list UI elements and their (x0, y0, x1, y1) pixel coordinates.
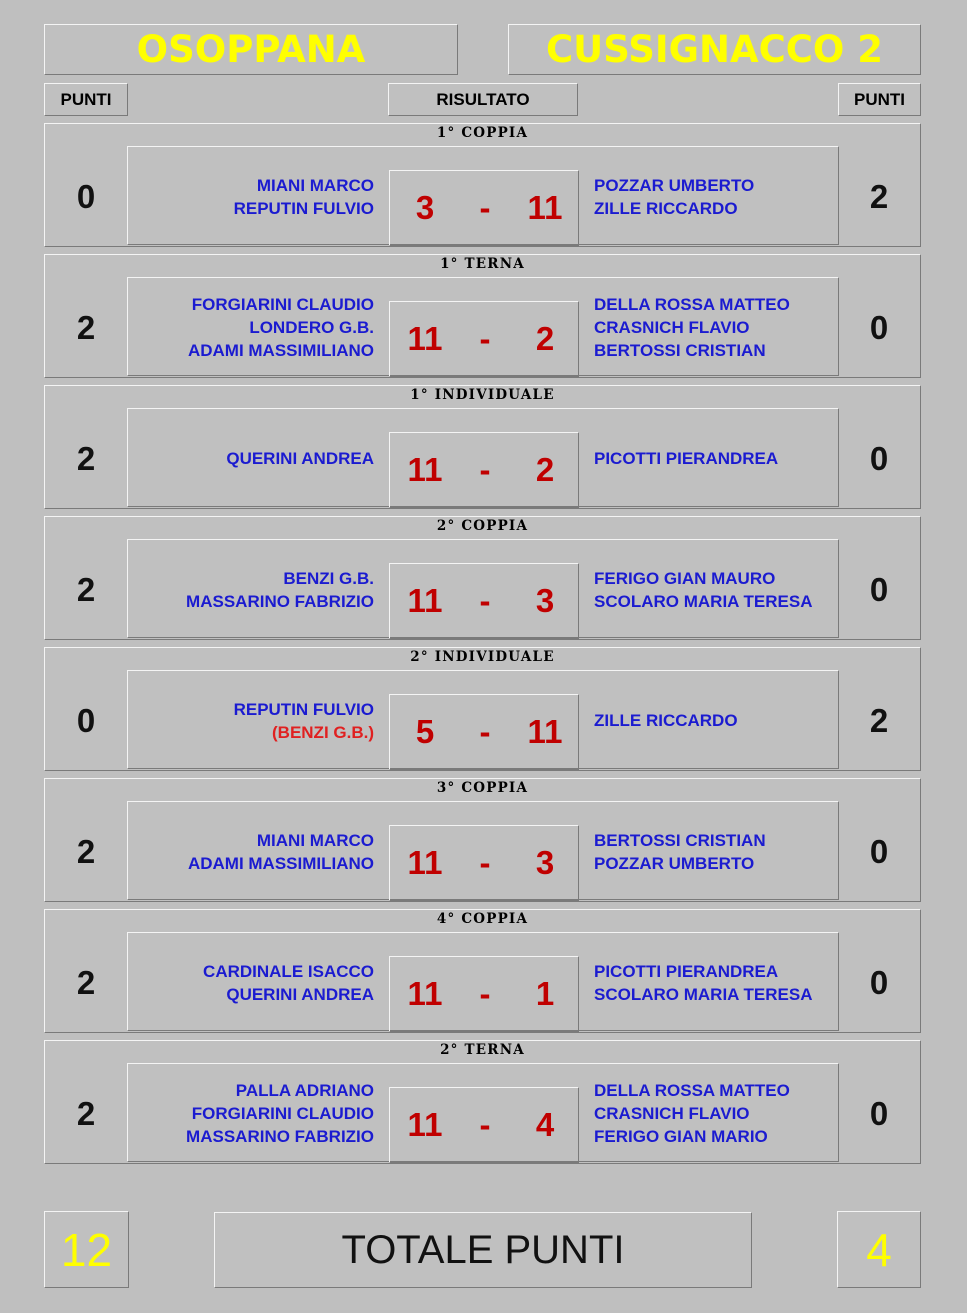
away-player-name: BERTOSSI CRISTIAN (594, 341, 766, 360)
away-team-name: CUSSIGNACCO 2 (508, 24, 921, 75)
away-score: 11 (527, 713, 563, 750)
home-player-name: FORGIARINI CLAUDIO (191, 295, 374, 314)
home-player-name: CARDINALE ISACCO (203, 961, 374, 981)
away-match-points: 0 (869, 963, 889, 1001)
home-match-points: 2 (76, 1094, 96, 1132)
home-players (131, 408, 374, 509)
match-section (44, 647, 921, 771)
result-header: RISULTATO (388, 83, 578, 116)
away-players (594, 670, 834, 771)
away-score: 2 (535, 451, 555, 488)
away-score: 2 (535, 320, 555, 357)
away-score: 4 (535, 1106, 555, 1143)
away-players (594, 408, 834, 509)
away-match-points: 2 (869, 177, 889, 215)
home-match-points: 0 (76, 177, 96, 215)
score-dash: - (479, 844, 491, 881)
home-player-name: MASSARINO FABRIZIO (186, 591, 374, 611)
home-player-name: MASSARINO FABRIZIO (186, 1127, 374, 1146)
home-players (131, 670, 374, 771)
away-score: 1 (535, 975, 555, 1012)
home-player-name: BENZI G.B. (283, 568, 374, 588)
home-player-name: QUERINI ANDREA (226, 449, 374, 468)
away-player-name: DELLA ROSSA MATTEO (594, 295, 790, 314)
home-player-name: MIANI MARCO (256, 830, 374, 850)
score-dash: - (479, 189, 491, 226)
away-match-points: 0 (869, 832, 889, 870)
home-team-name: OSOPPANA (44, 24, 458, 75)
away-players (594, 801, 834, 902)
match-title: 2° TERNA (440, 1042, 525, 1058)
away-player-name: SCOLARO MARIA TERESA (594, 591, 813, 611)
score-dash: - (479, 320, 491, 357)
home-player-name: REPUTIN FULVIO (233, 699, 374, 719)
match-title: 2° INDIVIDUALE (410, 649, 555, 665)
away-players (594, 539, 834, 640)
home-player-name: REPUTIN FULVIO (233, 198, 374, 218)
match-section (44, 254, 921, 378)
away-player-name: SCOLARO MARIA TERESA (594, 984, 813, 1004)
home-match-points: 2 (76, 832, 96, 870)
away-player-name: CRASNICH FLAVIO (594, 318, 750, 337)
match-score (389, 825, 579, 901)
away-player-name: CRASNICH FLAVIO (594, 1104, 750, 1123)
away-match-points: 0 (869, 570, 889, 608)
match-title: 2° COPPIA (436, 518, 529, 534)
home-score: 11 (407, 1106, 443, 1143)
match-title: 1° TERNA (440, 256, 525, 272)
total-points-label: TOTALE PUNTI (214, 1212, 752, 1288)
home-players (131, 801, 374, 902)
away-player-name: PICOTTI PIERANDREA (594, 961, 779, 981)
home-player-name: PALLA ADRIANO (235, 1081, 374, 1100)
score-dash: - (479, 451, 491, 488)
away-player-name: ZILLE RICCARDO (594, 198, 738, 218)
away-player-name: DELLA ROSSA MATTEO (594, 1081, 790, 1100)
home-score: 5 (415, 713, 435, 750)
home-score: 11 (407, 844, 443, 881)
match-title: 1° INDIVIDUALE (410, 387, 555, 403)
match-title: 1° COPPIA (436, 125, 529, 141)
score-dash: - (479, 582, 491, 619)
home-player-name: ADAMI MASSIMILIANO (187, 853, 374, 873)
away-player-name: ZILLE RICCARDO (594, 711, 738, 730)
score-dash: - (479, 975, 491, 1012)
score-dash: - (479, 1106, 491, 1143)
home-points-header: PUNTI (44, 83, 128, 116)
score-dash: - (479, 713, 491, 750)
home-score: 3 (415, 189, 435, 226)
home-match-points: 2 (76, 963, 96, 1001)
home-players (131, 277, 374, 378)
home-score: 11 (407, 451, 443, 488)
home-player-name: FORGIARINI CLAUDIO (191, 1104, 374, 1123)
away-player-name: POZZAR UMBERTO (594, 175, 755, 195)
away-players (594, 1063, 834, 1164)
home-players (131, 932, 374, 1033)
away-players (594, 146, 834, 247)
away-player-name: FERIGO GIAN MARIO (594, 1127, 768, 1146)
away-points-header: PUNTI (838, 83, 921, 116)
match-score (389, 956, 579, 1032)
match-section (44, 516, 921, 640)
away-score: 3 (535, 582, 555, 619)
away-player-name: FERIGO GIAN MAURO (594, 568, 776, 588)
match-title: 3° COPPIA (436, 780, 529, 796)
match-score (389, 432, 579, 508)
home-players (131, 146, 374, 247)
away-match-points: 2 (869, 701, 889, 739)
match-section (44, 778, 921, 902)
match-score (389, 301, 579, 377)
home-total-points: 12 (44, 1211, 129, 1288)
away-players (594, 932, 834, 1033)
match-score (389, 170, 579, 246)
home-player-name: ADAMI MASSIMILIANO (187, 341, 374, 360)
away-score: 3 (535, 844, 555, 881)
home-player-name: LONDERO G.B. (249, 318, 374, 337)
home-player-name: QUERINI ANDREA (226, 984, 374, 1004)
home-score: 11 (407, 975, 443, 1012)
away-player-name: PICOTTI PIERANDREA (594, 449, 779, 468)
match-score (389, 563, 579, 639)
home-players (131, 1063, 374, 1164)
home-score: 11 (407, 582, 443, 619)
match-section (44, 385, 921, 509)
home-match-points: 0 (76, 701, 96, 739)
away-match-points: 0 (869, 308, 889, 346)
away-match-points: 0 (869, 439, 889, 477)
match-score (389, 694, 579, 770)
away-total-points: 4 (837, 1211, 921, 1288)
home-players (131, 539, 374, 640)
home-score: 11 (407, 320, 443, 357)
away-score: 11 (527, 189, 563, 226)
home-match-points: 2 (76, 570, 96, 608)
away-player-name: BERTOSSI CRISTIAN (594, 830, 766, 850)
match-section (44, 1040, 921, 1164)
away-players (594, 277, 834, 378)
away-match-points: 0 (869, 1094, 889, 1132)
home-player-name: MIANI MARCO (256, 175, 374, 195)
match-score (389, 1087, 579, 1163)
match-section (44, 123, 921, 247)
home-substitute-name: (BENZI G.B.) (272, 722, 374, 742)
home-match-points: 2 (76, 308, 96, 346)
away-player-name: POZZAR UMBERTO (594, 853, 755, 873)
match-title: 4° COPPIA (436, 911, 529, 927)
match-section (44, 909, 921, 1033)
home-match-points: 2 (76, 439, 96, 477)
